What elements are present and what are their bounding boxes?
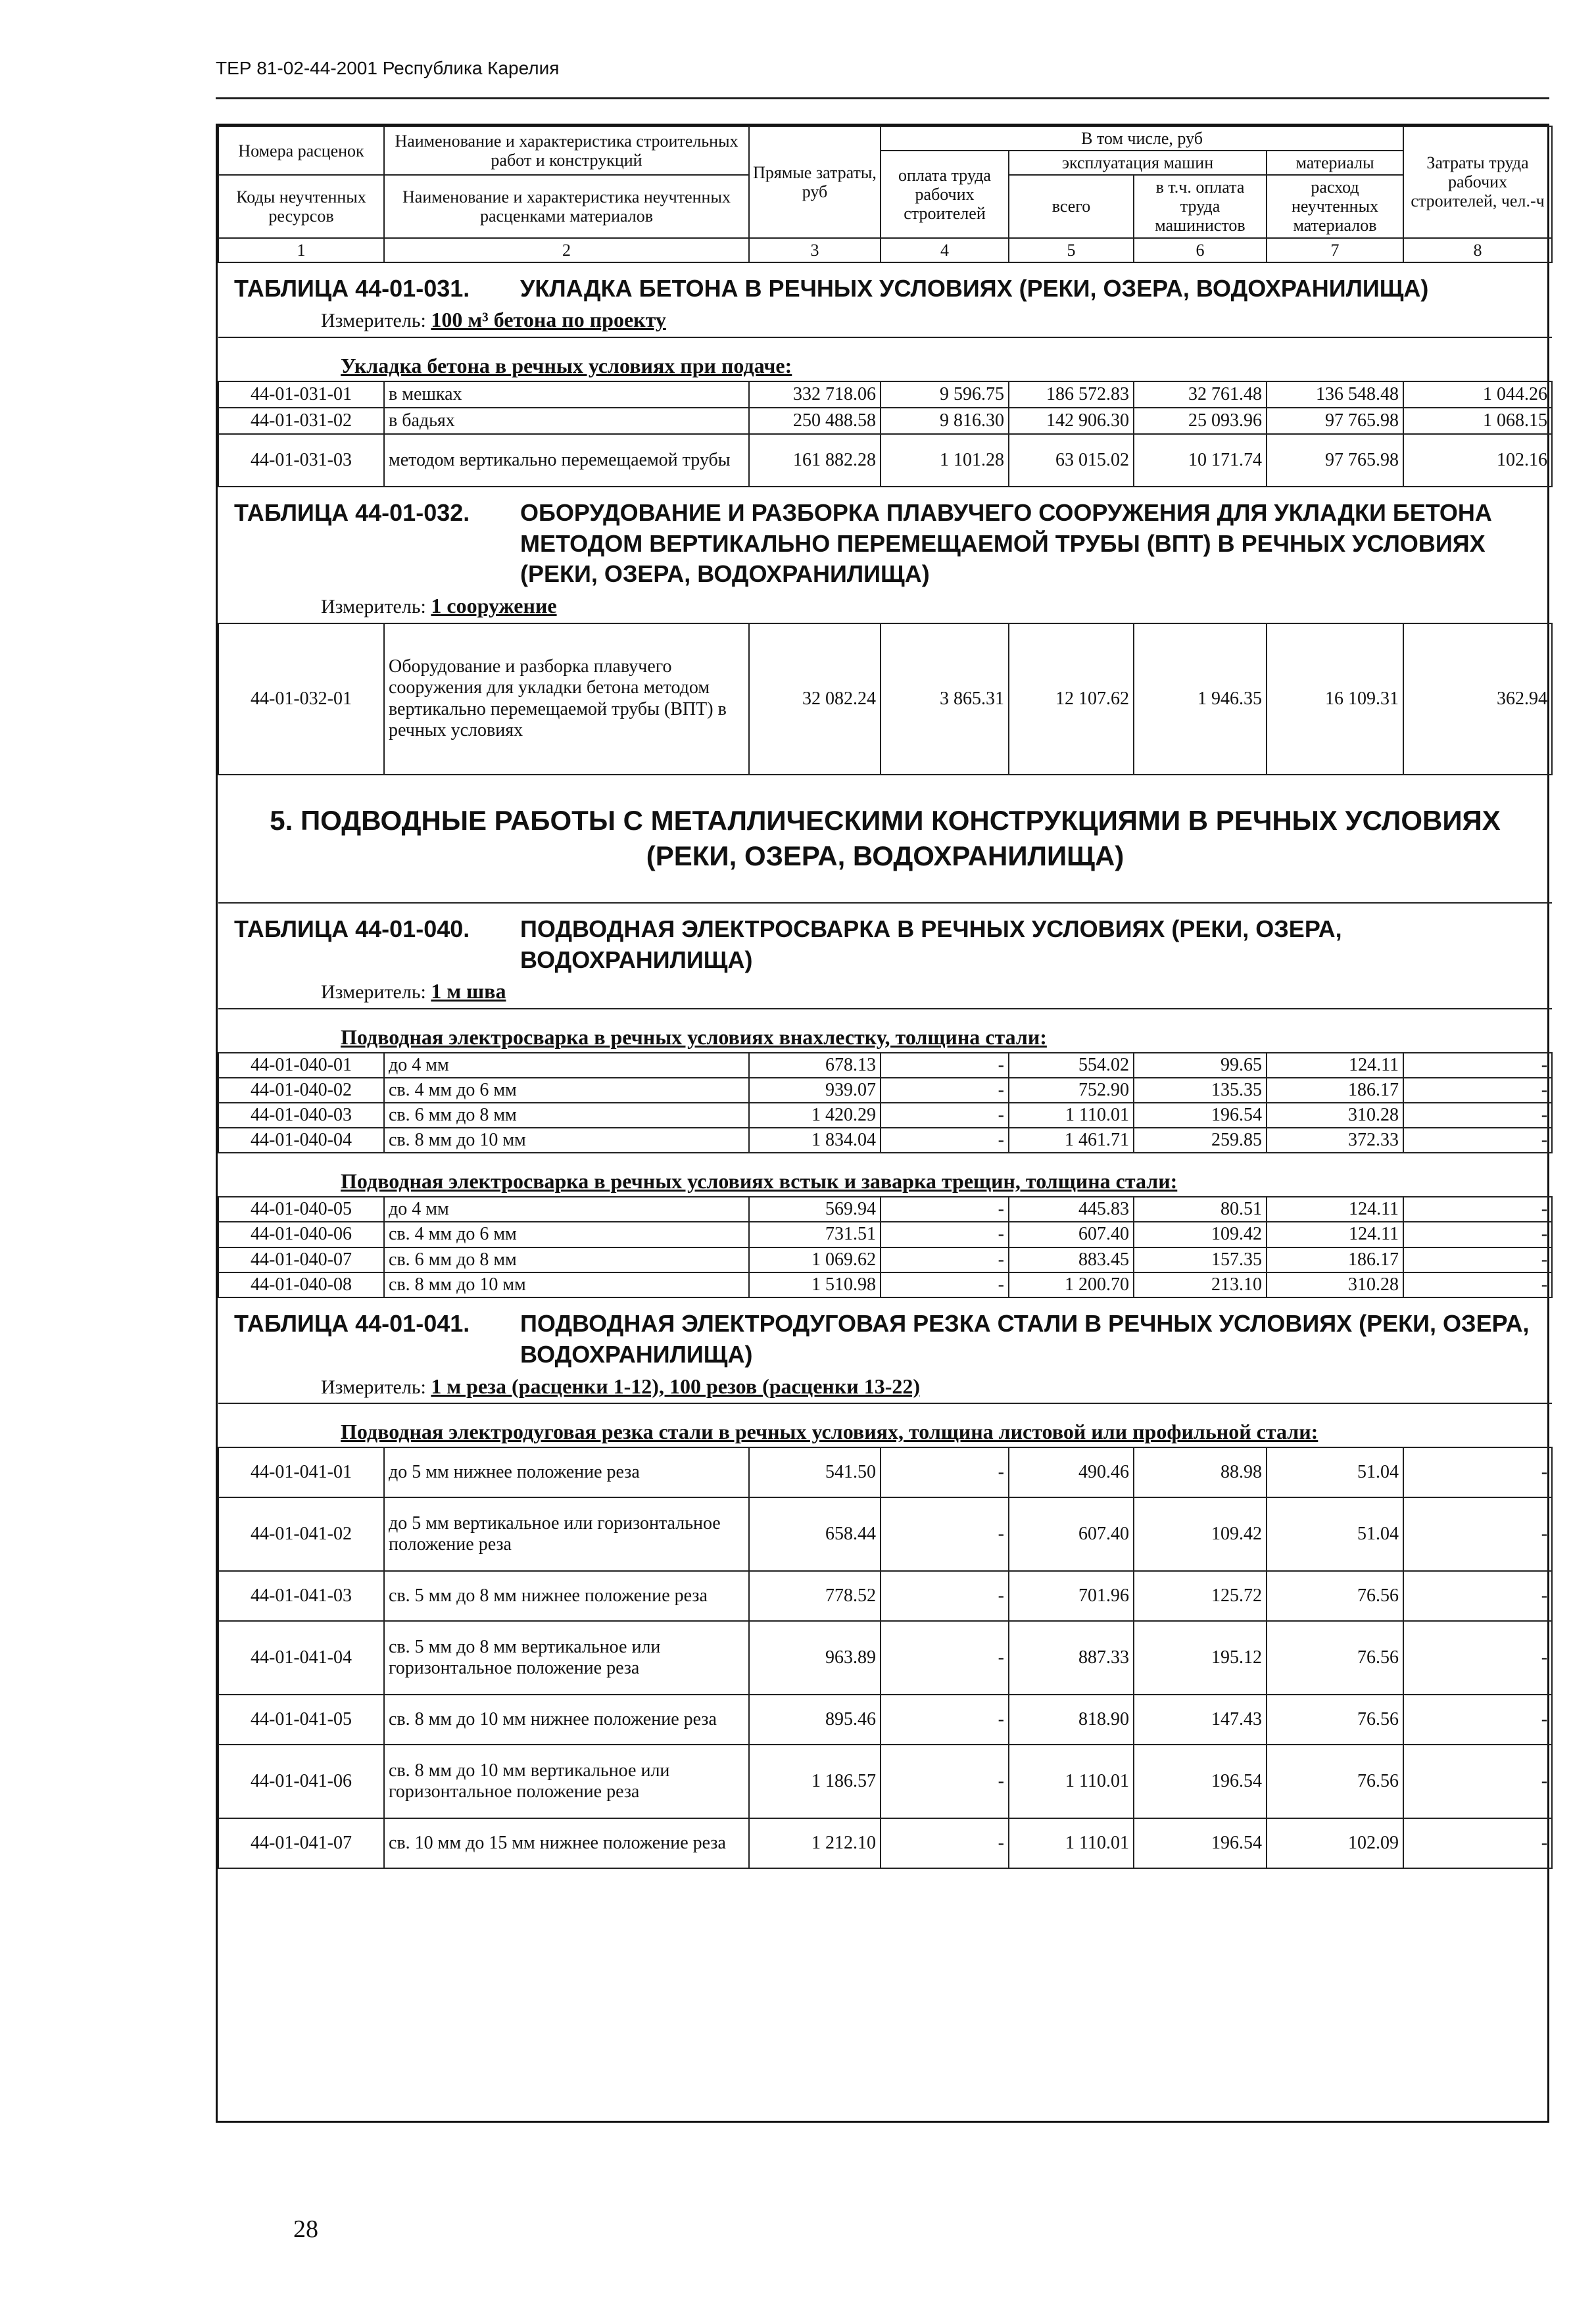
- col-number-3: 3: [749, 238, 881, 262]
- value-c6: 109.42: [1134, 1497, 1267, 1571]
- work-name: св. 4 мм до 6 мм: [384, 1078, 749, 1103]
- table-041-label: ТАБЛИЦА 44-01-041.: [234, 1310, 470, 1338]
- value-c8: -: [1403, 1745, 1552, 1818]
- value-c4: -: [881, 1745, 1009, 1818]
- work-name: св. 5 мм до 8 мм вертикальное или горизонтальное положение реза: [384, 1621, 749, 1695]
- group-040-lap-text: Подводная электросварка в речных условиях внахлестку, толщина стали:: [341, 1025, 1047, 1049]
- col-header-resource-codes: Коды неучтенных ресурсов: [218, 175, 384, 237]
- table-032-label: ТАБЛИЦА 44-01-032.: [234, 498, 470, 526]
- value-c4: -: [881, 1695, 1009, 1745]
- page-number: 28: [293, 2215, 318, 2243]
- table-032-heading: [218, 487, 1552, 623]
- value-c7: 124.11: [1267, 1197, 1403, 1222]
- value-c5: 607.40: [1009, 1222, 1134, 1247]
- value-c4: -: [881, 1818, 1009, 1868]
- col-header-material-consumption: расход неучтенных материалов: [1267, 175, 1403, 237]
- col-header-materials: материалы: [1267, 151, 1403, 175]
- col-header-work-name: Наименование и характеристика строительных работ и конструкций: [384, 126, 749, 175]
- value-c3: 161 882.28: [749, 434, 881, 487]
- table-032-meter: [222, 592, 1548, 621]
- value-c4: 9 816.30: [881, 408, 1009, 434]
- table-row: [218, 408, 1552, 434]
- value-c3: 939.07: [749, 1078, 881, 1103]
- rate-code: 44-01-031-02: [218, 408, 384, 434]
- value-c3: 250 488.58: [749, 408, 881, 434]
- value-c5: 490.46: [1009, 1447, 1134, 1497]
- rate-code: 44-01-041-05: [218, 1695, 384, 1745]
- work-name: до 5 мм нижнее положение реза: [384, 1447, 749, 1497]
- value-c5: 701.96: [1009, 1571, 1134, 1621]
- group-031: [218, 337, 1552, 381]
- header-rule: [216, 97, 1549, 99]
- value-c6: 88.98: [1134, 1447, 1267, 1497]
- table-row: [218, 1078, 1552, 1103]
- value-c4: 9 596.75: [881, 381, 1009, 408]
- value-c4: -: [881, 1222, 1009, 1247]
- value-c5: 607.40: [1009, 1497, 1134, 1571]
- value-c3: 332 718.06: [749, 381, 881, 408]
- value-c3: 678.13: [749, 1053, 881, 1078]
- rate-code: 44-01-032-01: [218, 623, 384, 775]
- table-040-title: ПОДВОДНАЯ ЭЛЕКТРОСВАРКА В РЕЧНЫХ УСЛОВИЯХ (РЕКИ, ОЗЕРА, ВОДОХРАНИЛИЩА): [520, 915, 1342, 973]
- value-c6: 213.10: [1134, 1272, 1267, 1297]
- value-c8: -: [1403, 1272, 1552, 1297]
- rate-code: 44-01-031-01: [218, 381, 384, 408]
- value-c7: 51.04: [1267, 1497, 1403, 1571]
- value-c6: 147.43: [1134, 1695, 1267, 1745]
- rate-code: 44-01-040-03: [218, 1103, 384, 1128]
- table-row: [218, 381, 1552, 408]
- table-040-label: ТАБЛИЦА 44-01-040.: [234, 915, 470, 942]
- value-c6: 80.51: [1134, 1197, 1267, 1222]
- value-c7: 186.17: [1267, 1078, 1403, 1103]
- table-row: [218, 1497, 1552, 1571]
- work-name: до 4 мм: [384, 1197, 749, 1222]
- rate-code: 44-01-041-01: [218, 1447, 384, 1497]
- work-name: св. 4 мм до 6 мм: [384, 1222, 749, 1247]
- value-c6: 99.65: [1134, 1053, 1267, 1078]
- value-c3: 541.50: [749, 1447, 881, 1497]
- work-name: св. 8 мм до 10 мм: [384, 1272, 749, 1297]
- value-c7: 76.56: [1267, 1745, 1403, 1818]
- value-c6: 1 946.35: [1134, 623, 1267, 775]
- col-header-operator-wages: в т.ч. оплата труда машинистов: [1134, 175, 1267, 237]
- value-c5: 883.45: [1009, 1247, 1134, 1272]
- value-c8: -: [1403, 1103, 1552, 1128]
- value-c4: -: [881, 1247, 1009, 1272]
- value-c4: -: [881, 1103, 1009, 1128]
- value-c5: 887.33: [1009, 1621, 1134, 1695]
- col-header-direct-costs: Прямые затраты, руб: [749, 126, 881, 238]
- value-c5: 1 461.71: [1009, 1128, 1134, 1153]
- value-c3: 1 834.04: [749, 1128, 881, 1153]
- value-c8: -: [1403, 1695, 1552, 1745]
- value-c7: 76.56: [1267, 1571, 1403, 1621]
- value-c6: 195.12: [1134, 1621, 1267, 1695]
- value-c7: 102.09: [1267, 1818, 1403, 1868]
- work-name: св. 8 мм до 10 мм нижнее положение реза: [384, 1695, 749, 1745]
- col-header-labor-costs: Затраты труда рабочих строителей, чел.-ч: [1403, 126, 1552, 238]
- value-c6: 125.72: [1134, 1571, 1267, 1621]
- rate-code: 44-01-041-07: [218, 1818, 384, 1868]
- table-040-title-block: [222, 905, 1548, 979]
- value-c7: 124.11: [1267, 1222, 1403, 1247]
- value-c5: 1 110.01: [1009, 1818, 1134, 1868]
- work-name: в мешках: [384, 381, 749, 408]
- col-header-machines-total: всего: [1009, 175, 1134, 237]
- value-c3: 1 212.10: [749, 1818, 881, 1868]
- rate-code: 44-01-041-04: [218, 1621, 384, 1695]
- work-name: св. 6 мм до 8 мм: [384, 1103, 749, 1128]
- table-041-title: ПОДВОДНАЯ ЭЛЕКТРОДУГОВАЯ РЕЗКА СТАЛИ В РЕЧНЫХ УСЛОВИЯХ (РЕКИ, ОЗЕРА, ВОДОХРАНИЛИЩА): [520, 1310, 1530, 1368]
- table-row: [218, 1447, 1552, 1497]
- table-row: [218, 1818, 1552, 1868]
- work-name: в бадьях: [384, 408, 749, 434]
- work-name: св. 10 мм до 15 мм нижнее положение реза: [384, 1818, 749, 1868]
- value-c7: 76.56: [1267, 1621, 1403, 1695]
- group-040-butt: [218, 1153, 1552, 1197]
- rate-code: 44-01-031-03: [218, 434, 384, 487]
- table-row: [218, 1621, 1552, 1695]
- table-032-meter-label: Измеритель:: [321, 596, 426, 618]
- value-c5: 12 107.62: [1009, 623, 1134, 775]
- table-row: [218, 1222, 1552, 1247]
- col-number-8: 8: [1403, 238, 1552, 262]
- value-c8: 1 044.26: [1403, 381, 1552, 408]
- table-row: [218, 434, 1552, 487]
- value-c7: 97 765.98: [1267, 408, 1403, 434]
- col-number-5: 5: [1009, 238, 1134, 262]
- table-row: [218, 1695, 1552, 1745]
- value-c3: 658.44: [749, 1497, 881, 1571]
- table-031-label: ТАБЛИЦА 44-01-031.: [234, 274, 470, 302]
- value-c8: -: [1403, 1621, 1552, 1695]
- table-031-meter-value: 100 м³ бетона по проекту: [431, 308, 666, 332]
- group-041-text: Подводная электродуговая резка стали в речных условиях, толщина листовой или профильной стали:: [341, 1420, 1318, 1444]
- table-row: [218, 623, 1552, 775]
- value-c8: -: [1403, 1247, 1552, 1272]
- table-041-meter-label: Измеритель:: [321, 1376, 426, 1398]
- rate-code: 44-01-040-06: [218, 1222, 384, 1247]
- value-c5: 1 110.01: [1009, 1745, 1134, 1818]
- rate-code: 44-01-040-01: [218, 1053, 384, 1078]
- table-031-meter: [222, 306, 1548, 335]
- value-c3: 895.46: [749, 1695, 881, 1745]
- value-c5: 1 200.70: [1009, 1272, 1134, 1297]
- table-032-meter-value: 1 сооружение: [431, 594, 557, 618]
- table-031-title: УКЛАДКА БЕТОНА В РЕЧНЫХ УСЛОВИЯХ (РЕКИ, ОЗЕРА, ВОДОХРАНИЛИЩА): [520, 274, 1429, 302]
- col-number-1: 1: [218, 238, 384, 262]
- value-c7: 16 109.31: [1267, 623, 1403, 775]
- value-c6: 157.35: [1134, 1247, 1267, 1272]
- col-header-including: В том числе, руб: [881, 126, 1403, 151]
- value-c4: -: [881, 1621, 1009, 1695]
- rate-code: 44-01-040-02: [218, 1078, 384, 1103]
- table-row: [218, 1197, 1552, 1222]
- col-header-worker-wages: оплата труда рабочих строителей: [881, 151, 1009, 237]
- col-number-2: 2: [384, 238, 749, 262]
- value-c5: 63 015.02: [1009, 434, 1134, 487]
- table-041-meter: [222, 1373, 1548, 1402]
- table-040-heading: [218, 903, 1552, 1009]
- value-c6: 135.35: [1134, 1078, 1267, 1103]
- col-number-7: 7: [1267, 238, 1403, 262]
- work-name: Оборудование и разборка плавучего сооружения для укладки бетона методом вертикально перемещаемой трубы (ВПТ) в речных условиях: [384, 623, 749, 775]
- group-041: [218, 1403, 1552, 1447]
- value-c7: 97 765.98: [1267, 434, 1403, 487]
- work-name: св. 5 мм до 8 мм нижнее положение реза: [384, 1571, 749, 1621]
- table-row: [218, 1128, 1552, 1153]
- value-c4: 3 865.31: [881, 623, 1009, 775]
- value-c8: -: [1403, 1497, 1552, 1571]
- table-row: [218, 1053, 1552, 1078]
- value-c4: -: [881, 1497, 1009, 1571]
- table-032-title: ОБОРУДОВАНИЕ И РАЗБОРКА ПЛАВУЧЕГО СООРУЖЕНИЯ ДЛЯ УКЛАДКИ БЕТОНА МЕТОДОМ ВЕРТИКАЛЬНО ПЕРЕМЕЩАЕМОЙ ТРУБЫ (ВПТ) В РЕЧНЫХ УСЛОВИЯХ (РЕКИ, ОЗЕРА, ВОДОХРАНИЛИЩА): [520, 498, 1492, 588]
- rate-code: 44-01-041-02: [218, 1497, 384, 1571]
- work-name: методом вертикально перемещаемой трубы: [384, 434, 749, 487]
- value-c4: -: [881, 1197, 1009, 1222]
- table-041-title-block: [222, 1299, 1548, 1373]
- value-c7: 310.28: [1267, 1103, 1403, 1128]
- value-c4: -: [881, 1078, 1009, 1103]
- section-5-title: 5. ПОДВОДНЫЕ РАБОТЫ С МЕТАЛЛИЧЕСКИМИ КОНСТРУКЦИЯМИ В РЕЧНЫХ УСЛОВИЯХ (РЕКИ, ОЗЕРА, ВОДОХРАНИЛИЩА): [270, 804, 1501, 872]
- value-c4: -: [881, 1128, 1009, 1153]
- value-c6: 10 171.74: [1134, 434, 1267, 487]
- value-c3: 569.94: [749, 1197, 881, 1222]
- table-040-meter: [222, 978, 1548, 1007]
- table-032-title-block: [222, 489, 1548, 592]
- value-c3: 1 069.62: [749, 1247, 881, 1272]
- rate-code: 44-01-040-07: [218, 1247, 384, 1272]
- work-name: св. 6 мм до 8 мм: [384, 1247, 749, 1272]
- rates-table: [218, 126, 1553, 1869]
- value-c4: 1 101.28: [881, 434, 1009, 487]
- table-row: [218, 1272, 1552, 1297]
- value-c5: 1 110.01: [1009, 1103, 1134, 1128]
- value-c8: 1 068.15: [1403, 408, 1552, 434]
- work-name: св. 8 мм до 10 мм вертикальное или горизонтальное положение реза: [384, 1745, 749, 1818]
- col-header-material-name: Наименование и характеристика неучтенных расценками материалов: [384, 175, 749, 237]
- value-c4: -: [881, 1272, 1009, 1297]
- value-c8: -: [1403, 1447, 1552, 1497]
- value-c4: -: [881, 1447, 1009, 1497]
- value-c7: 136 548.48: [1267, 381, 1403, 408]
- rates-table-frame: [216, 124, 1549, 2123]
- table-row: [218, 1247, 1552, 1272]
- col-header-rate-number: Номера расценок: [218, 126, 384, 175]
- work-name: до 5 мм вертикальное или горизонтальное положение реза: [384, 1497, 749, 1571]
- work-name: св. 8 мм до 10 мм: [384, 1128, 749, 1153]
- value-c3: 731.51: [749, 1222, 881, 1247]
- table-031-heading: [218, 262, 1552, 337]
- value-c7: 76.56: [1267, 1695, 1403, 1745]
- col-number-6: 6: [1134, 238, 1267, 262]
- value-c7: 51.04: [1267, 1447, 1403, 1497]
- table-row: [218, 1745, 1552, 1818]
- rate-code: 44-01-040-05: [218, 1197, 384, 1222]
- value-c8: 362.94: [1403, 623, 1552, 775]
- table-040-meter-value: 1 м шва: [431, 979, 506, 1003]
- value-c5: 142 906.30: [1009, 408, 1134, 434]
- table-031-meter-label: Измеритель:: [321, 310, 426, 332]
- value-c8: -: [1403, 1197, 1552, 1222]
- value-c5: 554.02: [1009, 1053, 1134, 1078]
- value-c6: 196.54: [1134, 1745, 1267, 1818]
- table-row: [218, 1571, 1552, 1621]
- value-c3: 1 420.29: [749, 1103, 881, 1128]
- table-040-meter-label: Измеритель:: [321, 981, 426, 1003]
- table-row: [218, 1103, 1552, 1128]
- table-041-heading: [218, 1297, 1552, 1403]
- value-c7: 124.11: [1267, 1053, 1403, 1078]
- table-041-meter-value: 1 м реза (расценки 1-12), 100 резов (расценки 13-22): [431, 1374, 921, 1398]
- col-number-4: 4: [881, 238, 1009, 262]
- value-c5: 186 572.83: [1009, 381, 1134, 408]
- value-c6: 196.54: [1134, 1103, 1267, 1128]
- section-5-heading: [218, 775, 1552, 903]
- group-040-butt-text: Подводная электросварка в речных условиях встык и заварка трещин, толщина стали:: [341, 1169, 1178, 1194]
- value-c8: -: [1403, 1818, 1552, 1868]
- value-c7: 372.33: [1267, 1128, 1403, 1153]
- value-c8: 102.16: [1403, 434, 1552, 487]
- table-031-title-block: [222, 264, 1548, 307]
- value-c3: 32 082.24: [749, 623, 881, 775]
- value-c5: 818.90: [1009, 1695, 1134, 1745]
- group-031-text: Укладка бетона в речных условиях при подаче:: [341, 353, 792, 377]
- document-header: ТЕР 81-02-44-2001 Республика Карелия: [216, 58, 560, 78]
- value-c6: 109.42: [1134, 1222, 1267, 1247]
- value-c8: -: [1403, 1078, 1552, 1103]
- value-c7: 186.17: [1267, 1247, 1403, 1272]
- rate-code: 44-01-040-04: [218, 1128, 384, 1153]
- value-c5: 445.83: [1009, 1197, 1134, 1222]
- value-c7: 310.28: [1267, 1272, 1403, 1297]
- value-c8: -: [1403, 1222, 1552, 1247]
- value-c3: 778.52: [749, 1571, 881, 1621]
- rate-code: 44-01-041-03: [218, 1571, 384, 1621]
- rate-code: 44-01-041-06: [218, 1745, 384, 1818]
- value-c5: 752.90: [1009, 1078, 1134, 1103]
- col-header-machines: эксплуатация машин: [1009, 151, 1267, 175]
- value-c6: 196.54: [1134, 1818, 1267, 1868]
- value-c4: -: [881, 1053, 1009, 1078]
- value-c6: 25 093.96: [1134, 408, 1267, 434]
- value-c8: -: [1403, 1571, 1552, 1621]
- value-c4: -: [881, 1571, 1009, 1621]
- value-c3: 1 510.98: [749, 1272, 881, 1297]
- value-c8: -: [1403, 1053, 1552, 1078]
- value-c6: 32 761.48: [1134, 381, 1267, 408]
- value-c8: -: [1403, 1128, 1552, 1153]
- value-c6: 259.85: [1134, 1128, 1267, 1153]
- value-c3: 963.89: [749, 1621, 881, 1695]
- work-name: до 4 мм: [384, 1053, 749, 1078]
- group-040-lap: [218, 1009, 1552, 1053]
- rate-code: 44-01-040-08: [218, 1272, 384, 1297]
- value-c3: 1 186.57: [749, 1745, 881, 1818]
